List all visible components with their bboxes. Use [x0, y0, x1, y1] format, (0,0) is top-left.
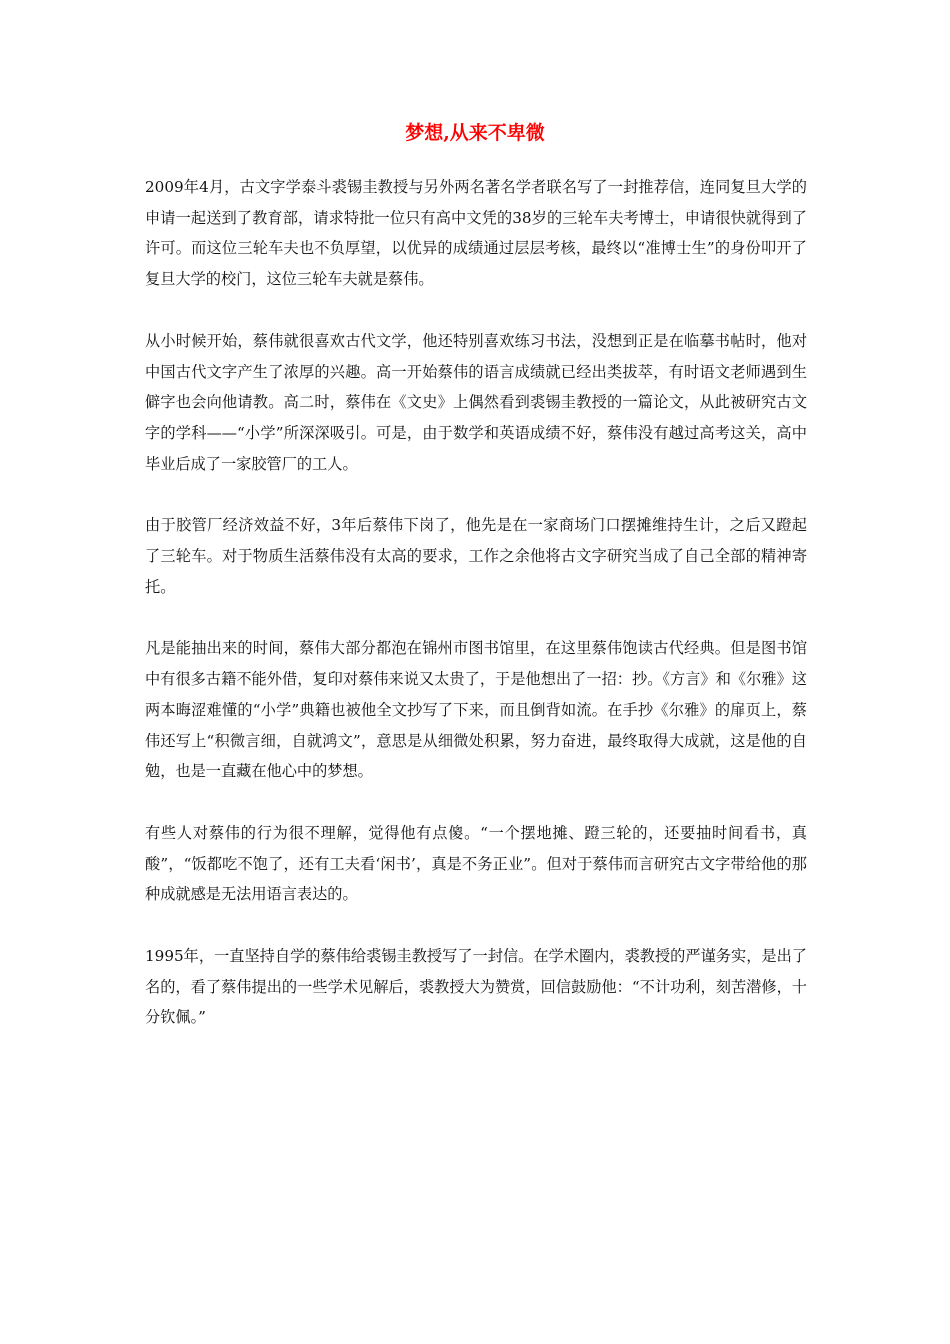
paragraph-5: 有些人对蔡伟的行为很不理解，觉得他有点傻。“一个摆地摊、蹬三轮的，还要抽时间看书，真酸”，“饭都吃不饱了，还有工夫看‘闲书’，真是不务正业”。但对于蔡伟而言研究古文字带给他的那种成就感是无法用语言表达的。: [145, 823, 807, 904]
document-title: 梦想,从来不卑微: [405, 122, 545, 144]
paragraph-4: 凡是能抽出来的时间，蔡伟大部分都泡在锦州市图书馆里，在这里蔡伟饱读古代经典。但是图书馆中有很多古籍不能外借，复印对蔡伟来说又太贵了，于是他想出了一招：抄。《方言》和《尔雅》这两本晦涩难懂的“小学”典籍也被他全文抄写了下来，而且倒背如流。在手抄《尔雅》的扉页上，蔡伟还写上“积微言细，自就鸿文”，意思是从细微处积累，努力奋进，最终取得大成就，这是他的自勉，也是一直藏在他心中的梦想。: [145, 639, 807, 781]
paragraph-2: 从小时候开始，蔡伟就很喜欢古代文学，他还特别喜欢练习书法，没想到正是在临摹书帖时，他对中国古代文字产生了浓厚的兴趣。高一开始蔡伟的语言成绩就已经出类拔萃，有时语文老师遇到生僻字也会向他请教。高二时，蔡伟在《文史》上偶然看到裘锡圭教授的一篇论文，从此被研究古文字的学科——“小学”所深深吸引。可是，由于数学和英语成绩不好，蔡伟没有越过高考这关，高中毕业后成了一家胶管厂的工人。: [145, 331, 807, 473]
paragraph-3: 由于胶管厂经济效益不好，3年后蔡伟下岗了，他先是在一家商场门口摆摊维持生计，之后又蹬起了三轮车。对于物质生活蔡伟没有太高的要求，工作之余他将古文字研究当成了自己全部的精神寄托。: [145, 516, 807, 596]
paragraph-1: 2009年4月，古文字学泰斗裘锡圭教授与另外两名著名学者联名写了一封推荐信，连同复旦大学的申请一起送到了教育部，请求特批一位只有高中文凭的38岁的三轮车夫考博士，申请很快就得到了许可。而这位三轮车夫也不负厚望，以优异的成绩通过层层考核，最终以“准博士生”的身份叩开了复旦大学的校门，这位三轮车夫就是蔡伟。: [145, 178, 807, 289]
document-body: [145, 172, 807, 1064]
paragraph-6: 1995年，一直坚持自学的蔡伟给裘锡圭教授写了一封信。在学术圈内，裘教授的严谨务实，是出了名的，看了蔡伟提出的一些学术见解后，裘教授大为赞赏，回信鼓励他：“不计功利，刻苦潜修，十分钦佩。”: [145, 947, 807, 1027]
